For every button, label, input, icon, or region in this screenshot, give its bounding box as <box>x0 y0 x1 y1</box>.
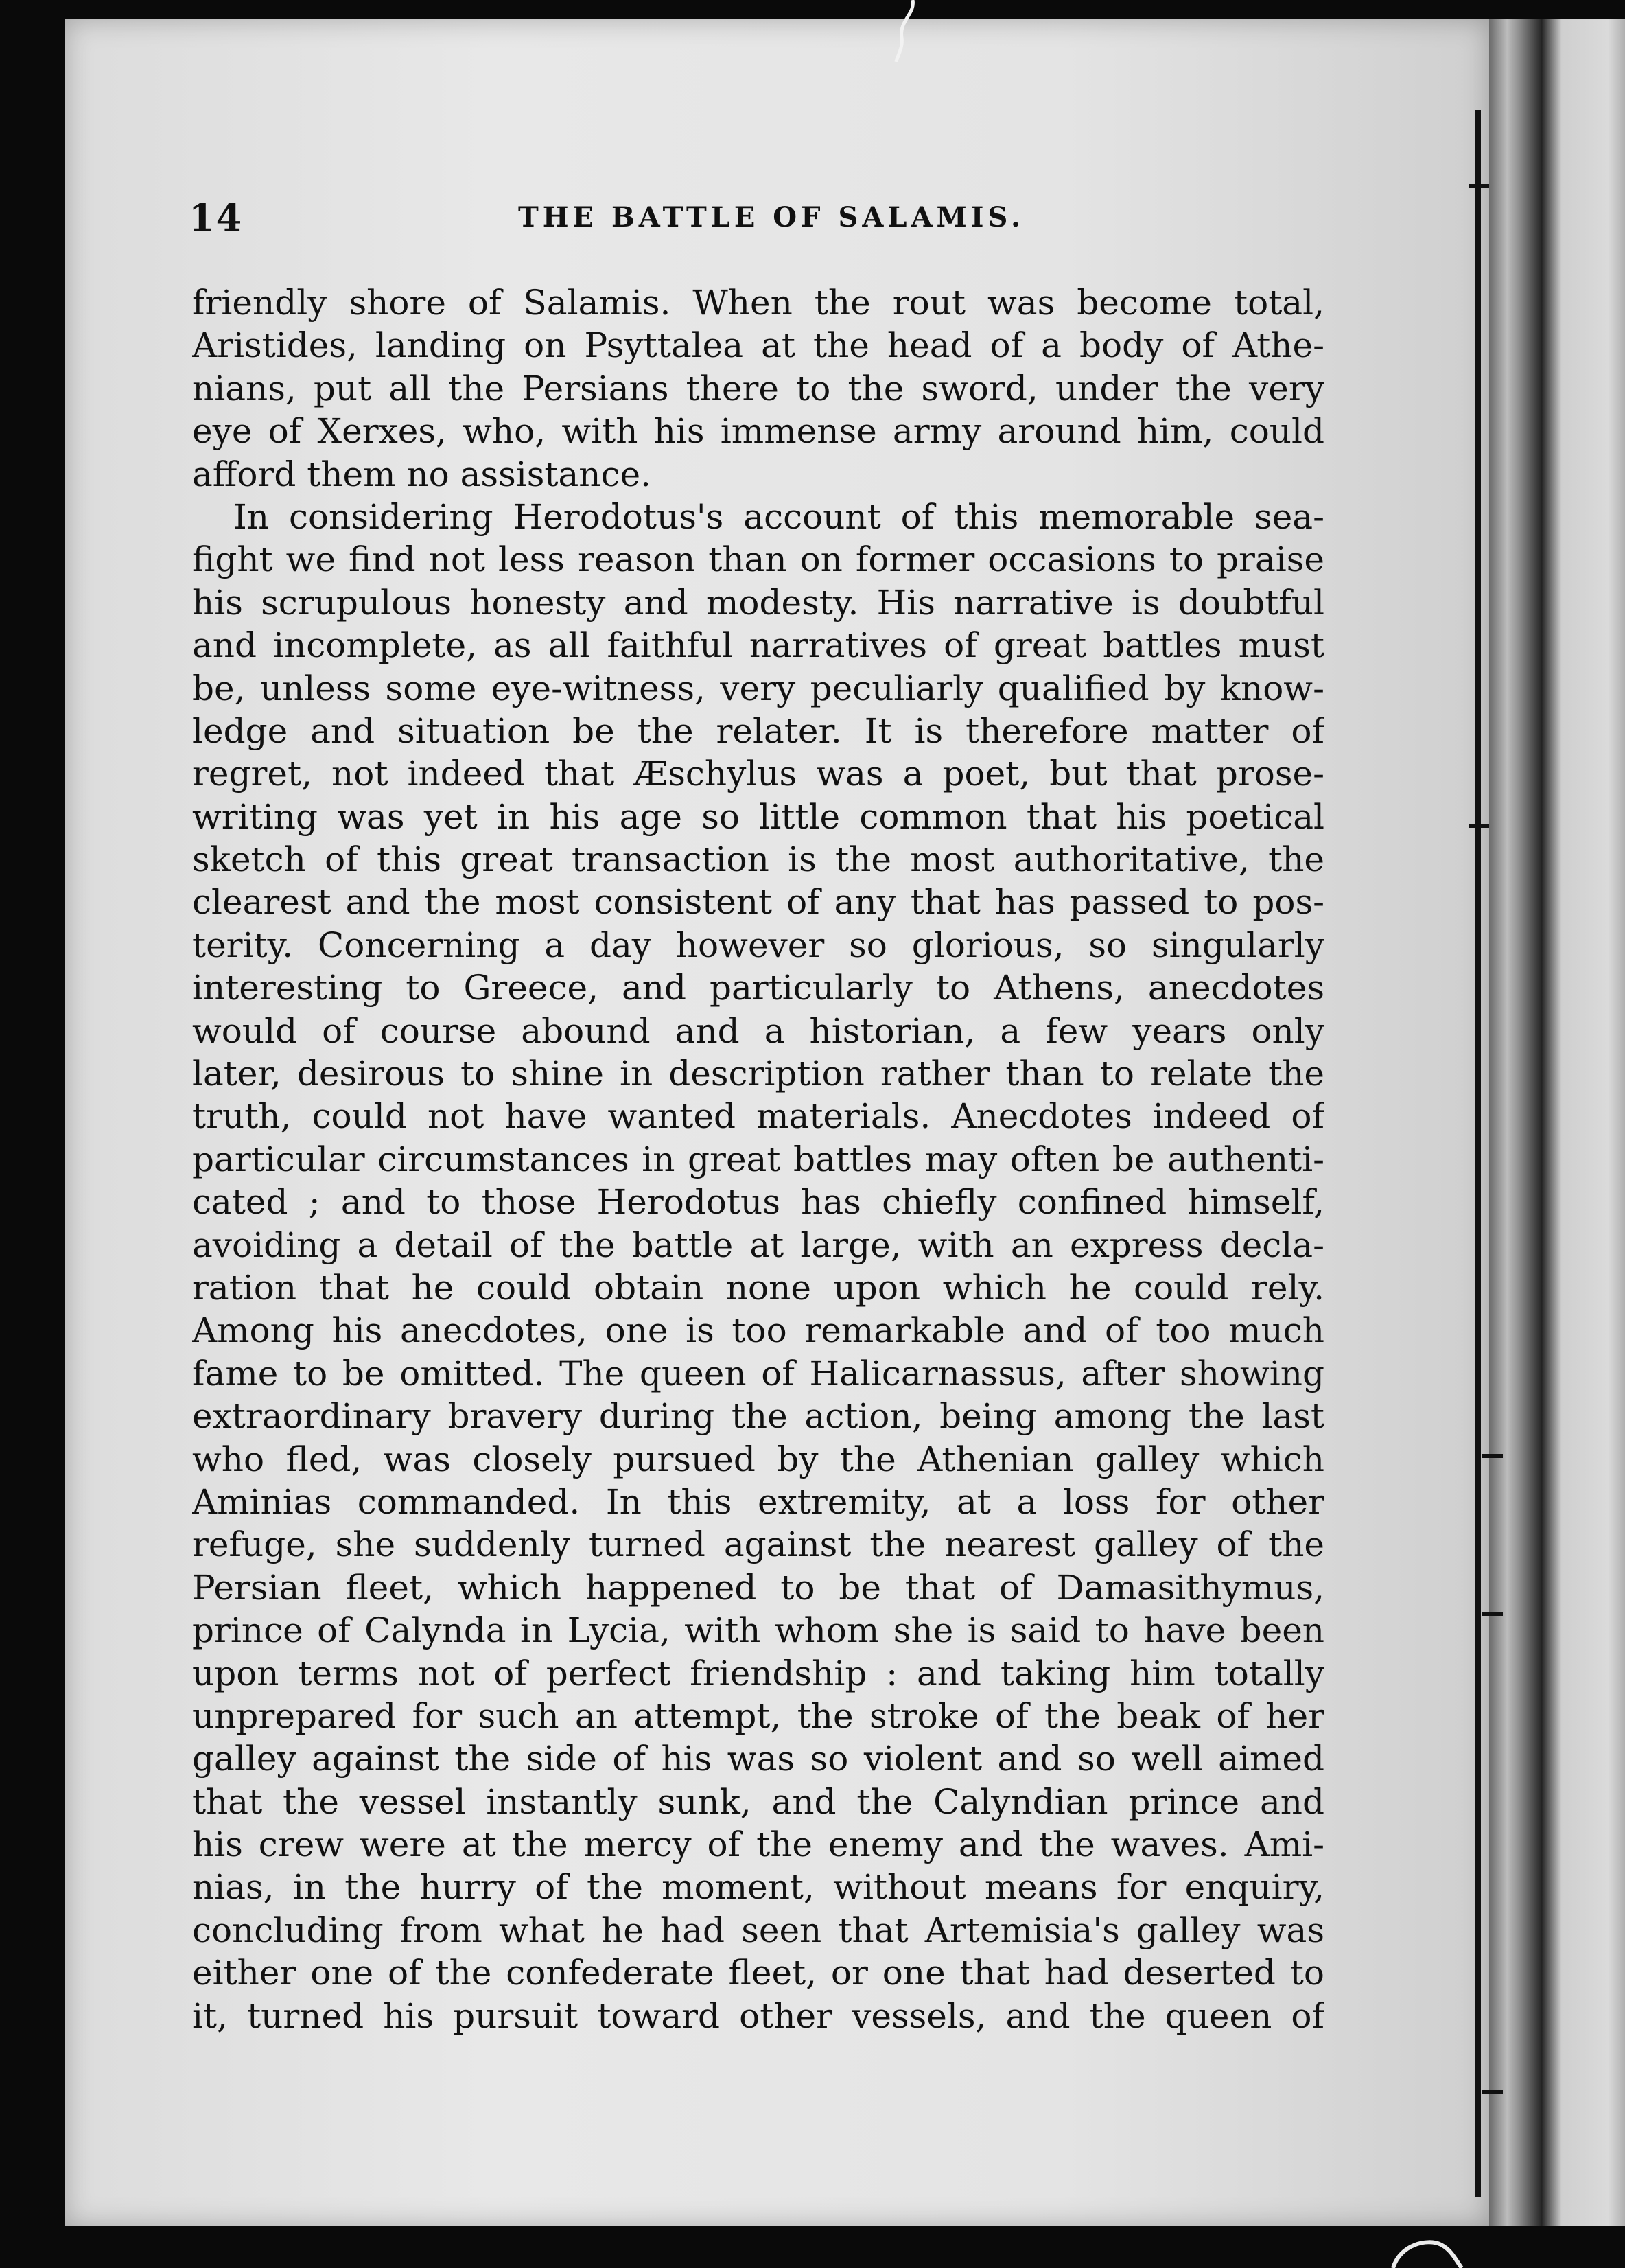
text-line: afford them no assistance. <box>192 454 651 494</box>
running-head: THE BATTLE OF SALAMIS. <box>518 201 1025 233</box>
text-line: clearest and the most consistent of any that has passed to pos- <box>192 882 1324 923</box>
text-line: Among his anecdotes, one is too remarkable and of too much <box>192 1310 1324 1351</box>
text-line: cated ; and to those Herodotus has chiefly confined himself, <box>192 1182 1324 1223</box>
text-line: ledge and situation be the relater. It is therefore matter of <box>192 710 1324 751</box>
text-line: galley against the side of his was so violent and so well aimed <box>192 1739 1324 1779</box>
binding-mark <box>1482 2090 1503 2094</box>
binding-mark <box>1482 1612 1503 1616</box>
text-line: Persian fleet, which happened to be that of Damasithymus, <box>192 1567 1324 1608</box>
text-line: who fled, was closely pursued by the Athenian galley which <box>192 1439 1324 1479</box>
text-line: friendly shore of Salamis. When the rout was become total, <box>192 283 1324 323</box>
spine-shadow <box>1475 110 1481 2197</box>
text-line: terity. Concerning a day however so glorious, so singularly <box>192 925 1324 965</box>
text-line: extraordinary bravery during the action, being among the last <box>192 1396 1324 1437</box>
text-line: nians, put all the Persians there to the sword, under the very <box>192 368 1324 408</box>
text-line: Aristides, landing on Psyttalea at the head of a body of Athe- <box>192 325 1324 366</box>
text-line: prince of Calynda in Lycia, with whom she is said to have been <box>192 1610 1324 1651</box>
text-line: concluding from what he had seen that Artemisia's galley was <box>192 1910 1324 1950</box>
text-line: fame to be omitted. The queen of Halicarnassus, after showing <box>192 1353 1324 1393</box>
text-line: regret, not indeed that Æschylus was a poet, but that prose- <box>192 754 1324 794</box>
text-line: it, turned his pursuit toward other vessels, and the queen of <box>192 1995 1324 2036</box>
binding-mark <box>1469 184 1489 188</box>
text-line: writing was yet in his age so little common that his poetical <box>192 796 1324 837</box>
text-line: sketch of this great transaction is the most authoritative, the <box>192 840 1324 880</box>
text-line: nias, in the hurry of the moment, without means for enquiry, <box>192 1867 1324 1908</box>
text-line: particular circumstances in great battles may often be authenti- <box>192 1139 1324 1179</box>
text-line: interesting to Greece, and particularly to Athens, anecdotes <box>192 968 1324 1008</box>
text-line: would of course abound and a historian, a few years only <box>192 1010 1324 1051</box>
text-line: refuge, she suddenly turned against the nearest galley of the <box>192 1525 1324 1565</box>
text-line: eye of Xerxes, who, with his immense army around him, could <box>192 411 1324 452</box>
binding-mark <box>1482 1454 1503 1458</box>
text-line: In considering Herodotus's account of this memorable sea- <box>233 496 1324 537</box>
text-line: ration that he could obtain none upon which he could rely. <box>192 1267 1324 1308</box>
text-line: truth, could not have wanted materials. Anecdotes indeed of <box>192 1096 1324 1137</box>
text-line: either one of the confederate fleet, or one that had deserted to <box>192 1953 1324 1993</box>
text-line: unprepared for such an attempt, the stroke of the beak of her <box>192 1696 1324 1736</box>
page-number: 14 <box>189 196 244 240</box>
text-line: avoiding a detail of the battle at large, with an express decla- <box>192 1225 1324 1265</box>
scan-corner-artifact <box>1386 2231 1469 2268</box>
text-line: later, desirous to shine in description rather than to relate the <box>192 1054 1324 1094</box>
book-gutter <box>1489 19 1541 2226</box>
text-line: and incomplete, as all faithful narratives of great battles must <box>192 625 1324 666</box>
binding-mark <box>1469 824 1489 828</box>
text-line: his scrupulous honesty and modesty. His narrative is doubtful <box>192 582 1324 623</box>
text-line: Aminias commanded. In this extremity, at a loss for other <box>192 1481 1324 1522</box>
text-line: fight we find not less reason than on former occasions to praise <box>192 540 1324 580</box>
body-text <box>192 281 1324 2037</box>
facing-page-edge <box>1541 19 1625 2226</box>
text-line: his crew were at the mercy of the enemy and the waves. Ami- <box>192 1825 1324 1865</box>
page-header <box>189 196 1328 244</box>
scan-artifact-mark <box>892 0 920 62</box>
text-line: be, unless some eye-witness, very peculiarly qualified by know- <box>192 668 1324 708</box>
text-line: that the vessel instantly sunk, and the Calyndian prince and <box>192 1781 1324 1822</box>
text-line: upon terms not of perfect friendship : and taking him totally <box>192 1653 1324 1693</box>
